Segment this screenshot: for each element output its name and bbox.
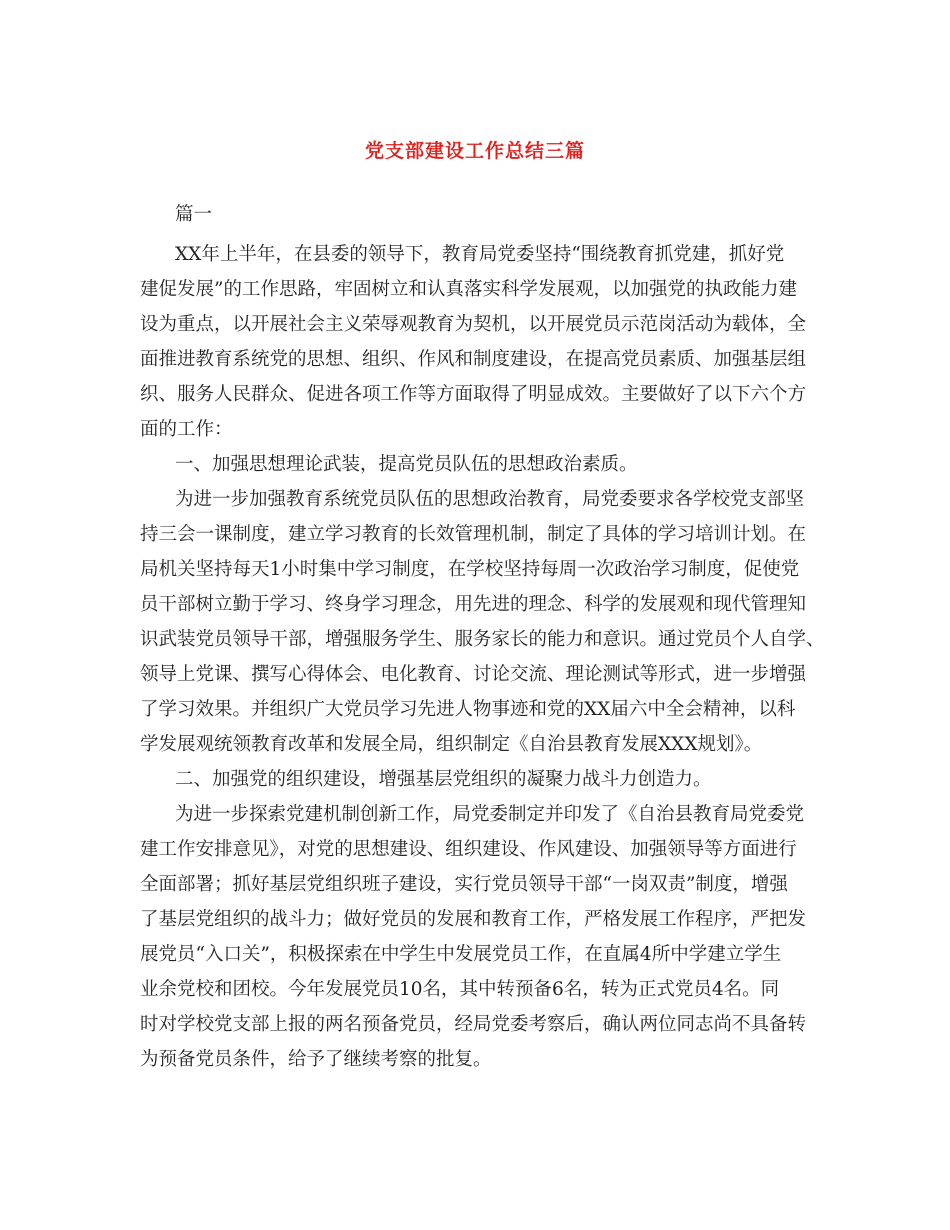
text-line: 展党员“入口关”，积极探索在中学生中发展党员工作，在直属4所中学建立学生 bbox=[140, 944, 782, 965]
text-line: 为预备党员条件，给予了继续考察的批复。 bbox=[140, 1049, 492, 1070]
text-line: XX年上半年，在县委的领导下，教育局党委坚持“围绕教育抓党建，抓好党 bbox=[175, 244, 785, 265]
subheading-1: 一、加强思想理论武装，提高党员队伍的思想政治素质。 bbox=[175, 454, 638, 475]
text-line: 识武装党员领导干部，增强服务学生、服务家长的能力和意识。通过党员个人自学、 bbox=[140, 629, 825, 650]
text-line: 员干部树立勤于学习、终身学习理念，用先进的理念、科学的发展观和现代管理知 bbox=[140, 594, 807, 615]
subheading-2: 二、加强党的组织建设，增强基层党组织的凝聚力战斗力创造力。 bbox=[175, 769, 712, 790]
text-line: 了基层党组织的战斗力；做好党员的发展和教育工作，严格发展工作程序，严把发 bbox=[140, 909, 807, 930]
text-line: 为进一步探索党建机制创新工作，局党委制定并印发了《自治县教育局党委党 bbox=[175, 804, 805, 825]
text-line: 业余党校和团校。今年发展党员10名，其中转预备6名，转为正式党员4名。同 bbox=[140, 979, 780, 1000]
text-line: 面推进教育系统党的思想、组织、作风和制度建设，在提高党员素质、加强基层组 bbox=[140, 349, 807, 370]
text-line: 局机关坚持每天1小时集中学习制度，在学校坚持每周一次政治学习制度，促使党 bbox=[140, 559, 800, 580]
text-line: 为进一步加强教育系统党员队伍的思想政治教育，局党委要求各学校党支部坚 bbox=[175, 489, 805, 510]
text-line: 时对学校党支部上报的两名预备党员，经局党委考察后，确认两位同志尚不具备转 bbox=[140, 1014, 807, 1035]
text-line: 持三会一课制度，建立学习教育的长效管理机制，制定了具体的学习培训计划。在 bbox=[140, 524, 807, 545]
section-heading: 篇一 bbox=[175, 204, 213, 225]
text-line: 全面部署；抓好基层党组织班子建设，实行党员领导干部“一岗双责”制度，增强 bbox=[140, 874, 788, 895]
text-line: 了学习效果。并组织广大党员学习先进人物事迹和党的XX届六中全会精神，以科 bbox=[140, 699, 796, 720]
text-line: 面的工作： bbox=[140, 419, 233, 440]
text-line: 建工作安排意见》，对党的思想建设、组织建设、作风建设、加强领导等方面进行 bbox=[140, 839, 797, 860]
text-line: 领导上党课、撰写心得体会、电化教育、讨论交流、理论测试等形式，进一步增强 bbox=[140, 664, 807, 685]
text-line: 织、服务人民群众、促进各项工作等方面取得了明显成效。主要做好了以下六个方 bbox=[140, 384, 807, 405]
text-line: 建促发展”的工作思路，牢固树立和认真落实科学发展观，以加强党的执政能力建 bbox=[140, 279, 797, 300]
document-title: 党支部建设工作总结三篇 bbox=[364, 140, 585, 162]
text-line: 设为重点，以开展社会主义荣辱观教育为契机，以开展党员示范岗活动为载体，全 bbox=[140, 314, 807, 335]
text-line: 学发展观统领教育改革和发展全局，组织制定《自治县教育发展XXX规划》。 bbox=[140, 734, 763, 755]
